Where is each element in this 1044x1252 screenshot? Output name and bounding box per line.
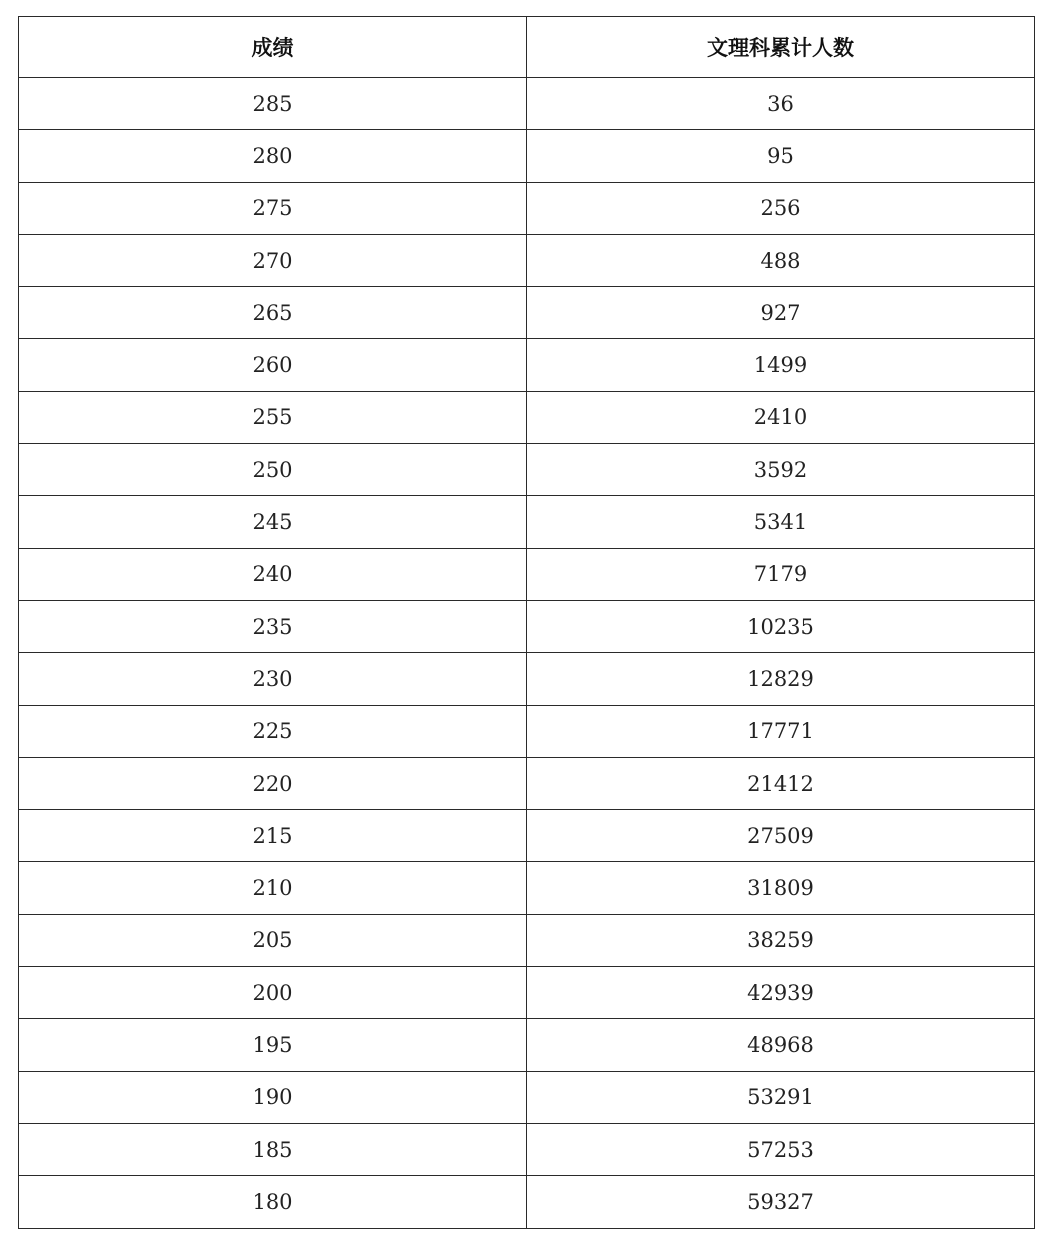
score-cell: 250 xyxy=(19,444,527,496)
score-cell: 185 xyxy=(19,1123,527,1175)
score-cell: 245 xyxy=(19,496,527,548)
score-cell: 240 xyxy=(19,548,527,600)
score-cell: 230 xyxy=(19,653,527,705)
cumulative-count-cell: 38259 xyxy=(527,914,1035,966)
cumulative-count-cell: 36 xyxy=(527,78,1035,130)
table-row xyxy=(19,757,1035,809)
score-cell: 255 xyxy=(19,391,527,443)
score-table xyxy=(18,16,1035,1229)
cumulative-count-cell: 42939 xyxy=(527,967,1035,1019)
table-row xyxy=(19,182,1035,234)
cumulative-count-cell: 12829 xyxy=(527,653,1035,705)
score-cell: 280 xyxy=(19,130,527,182)
cumulative-count-cell: 256 xyxy=(527,182,1035,234)
score-cell: 260 xyxy=(19,339,527,391)
score-cell: 275 xyxy=(19,182,527,234)
table-row xyxy=(19,914,1035,966)
score-cell: 205 xyxy=(19,914,527,966)
table-row xyxy=(19,548,1035,600)
cumulative-count-cell: 927 xyxy=(527,287,1035,339)
table-row xyxy=(19,444,1035,496)
cumulative-count-cell: 488 xyxy=(527,234,1035,286)
score-cell: 190 xyxy=(19,1071,527,1123)
table-row xyxy=(19,1123,1035,1175)
cumulative-count-cell: 53291 xyxy=(527,1071,1035,1123)
table-row xyxy=(19,234,1035,286)
table-row xyxy=(19,496,1035,548)
cumulative-count-cell: 31809 xyxy=(527,862,1035,914)
header-cumulative-count: 文理科累计人数 xyxy=(527,17,1035,78)
header-score: 成绩 xyxy=(19,17,527,78)
cumulative-count-cell: 21412 xyxy=(527,757,1035,809)
table-row xyxy=(19,339,1035,391)
table-header xyxy=(19,17,1035,78)
score-cell: 195 xyxy=(19,1019,527,1071)
cumulative-count-cell: 27509 xyxy=(527,810,1035,862)
table-row xyxy=(19,862,1035,914)
cumulative-count-cell: 57253 xyxy=(527,1123,1035,1175)
table-row xyxy=(19,600,1035,652)
table-row xyxy=(19,653,1035,705)
cumulative-count-cell: 1499 xyxy=(527,339,1035,391)
table-row xyxy=(19,1071,1035,1123)
cumulative-count-cell: 95 xyxy=(527,130,1035,182)
table-row xyxy=(19,705,1035,757)
score-cell: 200 xyxy=(19,967,527,1019)
table-row xyxy=(19,130,1035,182)
score-cell: 220 xyxy=(19,757,527,809)
table-row xyxy=(19,1176,1035,1228)
cumulative-count-cell: 2410 xyxy=(527,391,1035,443)
cumulative-count-cell: 17771 xyxy=(527,705,1035,757)
score-cell: 180 xyxy=(19,1176,527,1228)
score-cell: 270 xyxy=(19,234,527,286)
cumulative-count-cell: 48968 xyxy=(527,1019,1035,1071)
score-cell: 215 xyxy=(19,810,527,862)
cumulative-count-cell: 10235 xyxy=(527,600,1035,652)
cumulative-count-cell: 59327 xyxy=(527,1176,1035,1228)
table-row xyxy=(19,287,1035,339)
table-row xyxy=(19,967,1035,1019)
header-row xyxy=(19,17,1035,78)
table-body xyxy=(19,78,1035,1229)
score-cell: 235 xyxy=(19,600,527,652)
table-row xyxy=(19,810,1035,862)
cumulative-count-cell: 3592 xyxy=(527,444,1035,496)
score-cell: 225 xyxy=(19,705,527,757)
score-cell: 210 xyxy=(19,862,527,914)
cumulative-count-cell: 7179 xyxy=(527,548,1035,600)
table-row xyxy=(19,391,1035,443)
table-row xyxy=(19,78,1035,130)
score-cell: 265 xyxy=(19,287,527,339)
cumulative-count-cell: 5341 xyxy=(527,496,1035,548)
score-cell: 285 xyxy=(19,78,527,130)
table-row xyxy=(19,1019,1035,1071)
